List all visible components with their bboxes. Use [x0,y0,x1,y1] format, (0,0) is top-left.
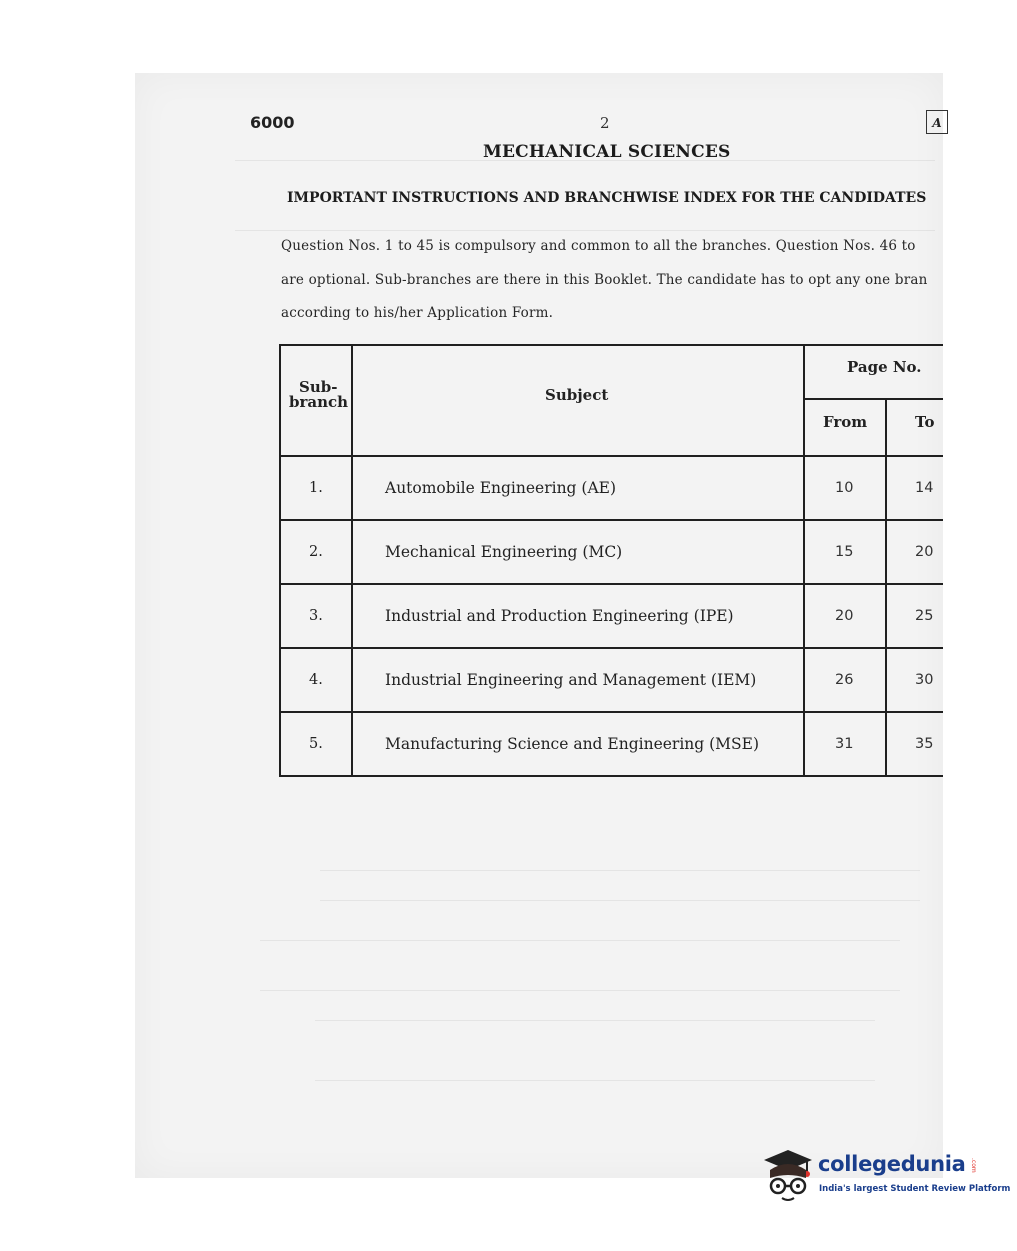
row-1-to: 14 [915,480,934,496]
row-3-sno: 3. [309,608,323,624]
header-page-no: Page No. [847,358,922,376]
booklet-code: 6000 [250,113,295,132]
header-from: From [823,413,868,431]
page-number: 2 [600,114,610,132]
header-subbranch-line1: Sub- [299,378,338,396]
student-mascot-icon [762,1148,814,1206]
header-subbranch [289,378,349,411]
row-1-subject: Automobile Engineering (AE) [385,479,617,497]
row-4-sno: 4. [309,672,323,688]
row-3-to: 25 [915,608,934,624]
row-4-to: 30 [915,672,934,688]
row-5-from: 31 [835,736,854,752]
row-2-sno: 2. [309,544,323,560]
instruction-line-1: Question Nos. 1 to 45 is compulsory and common to all the branches. Question Nos. 46 to [281,238,916,254]
page-title: MECHANICAL SCIENCES [483,142,731,162]
instruction-line-3: according to his/her Application Form. [281,305,554,321]
row-5-sno: 5. [309,736,323,752]
row-3-subject: Industrial and Production Engineering (IPE) [385,607,734,625]
logo-tagline: India's largest Student Review Platform [819,1184,1011,1194]
instructions-heading: IMPORTANT INSTRUCTIONS AND BRANCHWISE INDEX FOR THE CANDIDATES [287,190,927,206]
series-box: A [926,110,948,134]
row-4-subject: Industrial Engineering and Management (IEM) [385,671,757,689]
row-5-subject: Manufacturing Science and Engineering (MSE) [385,735,760,753]
collegedunia-logo [762,1148,1011,1208]
header-subbranch-line2: branch [289,393,349,411]
header-to: To [915,413,935,431]
row-5-to: 35 [915,736,934,752]
row-3-from: 20 [835,608,854,624]
logo-domain: .com [970,1158,977,1173]
logo-brand: collegedunia [818,1152,966,1176]
row-1-sno: 1. [309,480,323,496]
row-1-from: 10 [835,480,854,496]
row-2-from: 15 [835,544,854,560]
instruction-line-2: are optional. Sub-branches are there in this Booklet. The candidate has to opt any one bran [281,272,928,288]
row-2-subject: Mechanical Engineering (MC) [385,543,623,561]
row-4-from: 26 [835,672,854,688]
row-2-to: 20 [915,544,934,560]
header-subject: Subject [545,386,609,404]
